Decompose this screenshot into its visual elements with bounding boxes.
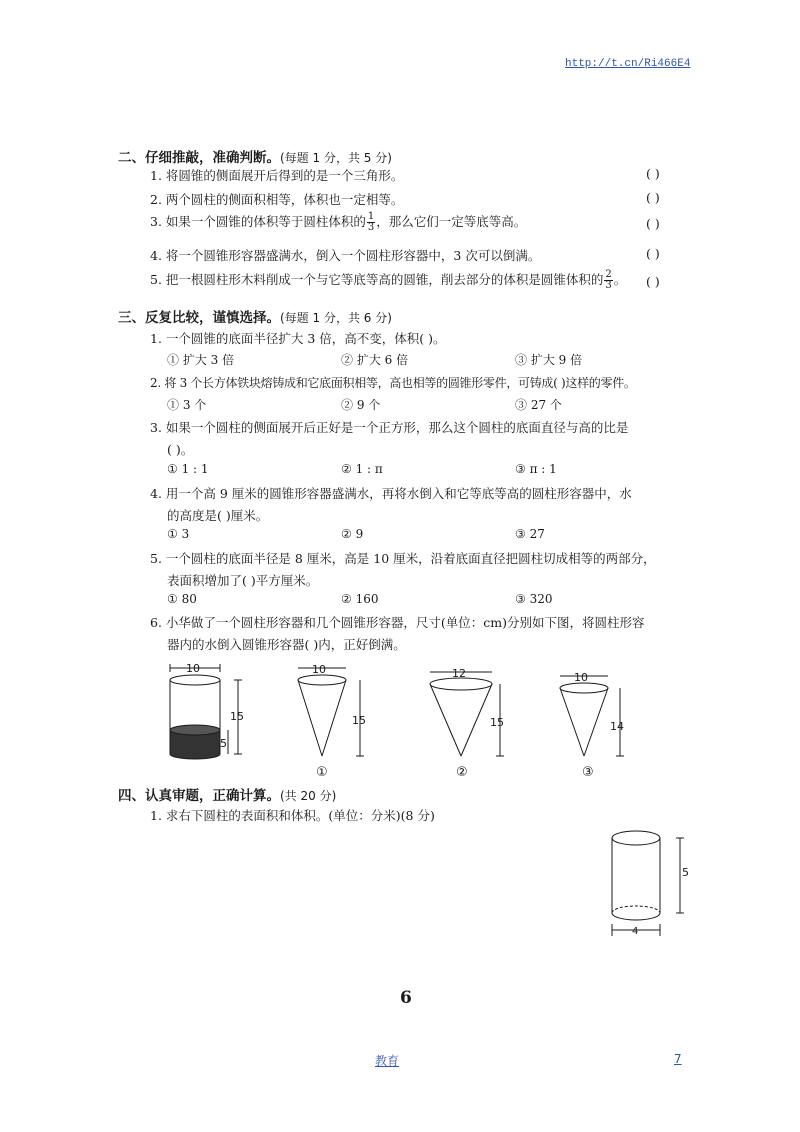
s3-q3-option-a[interactable]: ① 1 : 1	[167, 462, 209, 476]
s4-cylinder-figure	[600, 820, 700, 940]
section-3-note: (每题 1 分，共 6 分)	[280, 311, 392, 325]
fraction-denominator: 3	[605, 280, 612, 291]
s3-question-1: 1. 一个圆锥的底面半径扩大 3 倍，高不变，体积( )。	[150, 331, 446, 346]
s2-question-5	[150, 270, 626, 291]
s3-q4-option-c[interactable]: ③ 27	[515, 527, 545, 541]
s3-question-6-line2: 器内的水倒入圆锥形容器( )内，正好倒满。	[167, 637, 406, 652]
s2-q3-text-before: 3. 如果一个圆锥的体积等于圆柱体积的	[150, 214, 366, 229]
cylinder-bottom-front	[612, 913, 660, 920]
s3-q1-option-c[interactable]: ③ 扩大 9 倍	[515, 353, 583, 367]
cone-2-diameter-label: 12	[452, 667, 466, 680]
s3-q4-option-a[interactable]: ① 3	[167, 527, 190, 541]
cone-3-label: ③	[582, 765, 594, 780]
section-4-title: 四、认真审题，正确计算。	[118, 788, 280, 804]
cone-2-side	[430, 684, 461, 756]
s3-question-2: 2. 将 3 个长方体铁块熔铸成和它底面积相等，高也相等的圆锥形零件，可铸成( )这样的零件。	[150, 376, 636, 390]
cone-3-side	[560, 688, 584, 756]
fraction-numerator: 2	[605, 269, 612, 280]
source-link[interactable]: http://t.cn/Ri466E4	[565, 58, 691, 70]
s2-answer-box-4[interactable]: ( )	[646, 246, 660, 261]
cylinder-top-ellipse	[170, 675, 220, 685]
cone-1-side	[298, 680, 322, 756]
section-3-title: 三、反复比较，谨慎选择。	[118, 310, 280, 326]
s2-answer-box-1[interactable]: ( )	[646, 166, 660, 181]
cone-2-label: ②	[456, 765, 468, 780]
section-2-title: 二、仔细推敲，准确判断。	[118, 150, 280, 166]
cone-figure-2	[430, 667, 504, 780]
s3-question-3-line2: ( )。	[167, 442, 194, 457]
cone-1-side	[322, 680, 346, 756]
s3-question-4: 4. 用一个高 9 厘米的圆锥形容器盛满水，再将水倒入和它等底等高的圆柱形容器中，水	[150, 486, 632, 501]
fraction-denominator: 3	[367, 222, 375, 233]
cylinder-top-ellipse	[612, 831, 660, 845]
cone-1-top	[298, 675, 346, 685]
water-surface	[170, 725, 220, 735]
section-2-note: (每题 1 分，共 5 分)	[280, 151, 392, 165]
fraction-two-thirds	[604, 270, 612, 291]
cylinder-height-label: 15	[230, 710, 244, 723]
footer-link[interactable]: 教育	[375, 1054, 400, 1068]
s3-question-6: 6. 小华做了一个圆柱形容器和几个圆锥形容器，尺寸(单位：cm)分别如下图，将圆柱形容	[150, 615, 645, 630]
s3-q5-option-b[interactable]: ② 160	[341, 592, 379, 606]
s3-q1-option-b[interactable]: ② 扩大 6 倍	[341, 353, 409, 367]
s3-q1-option-a[interactable]: ① 扩大 3 倍	[167, 353, 235, 367]
s3-q3-option-b[interactable]: ② 1 : π	[341, 462, 383, 476]
s3-q5-option-c[interactable]: ③ 320	[515, 592, 553, 606]
cylinder-container-figure	[170, 662, 244, 759]
section-4-heading	[118, 784, 336, 804]
page-number: 6	[400, 988, 412, 1008]
s3-question-4-line2: 的高度是( )厘米。	[167, 508, 269, 523]
cylinder-diameter-label: 4	[632, 926, 639, 937]
cone-3-diameter-label: 10	[574, 671, 588, 684]
s3-q2-option-c[interactable]: ③ 27 个	[515, 398, 562, 412]
cone-3-side	[584, 688, 608, 756]
s2-q3-text-after: ，那么它们一定等底等高。	[376, 214, 527, 229]
cone-1-label: ①	[316, 765, 328, 780]
cone-1-diameter-label: 10	[312, 663, 326, 676]
s3-q5-option-a[interactable]: ① 80	[167, 592, 197, 606]
s2-question-4: 4. 将一个圆锥形容器盛满水，倒入一个圆柱形容器中，3 次可以倒满。	[150, 248, 541, 263]
s3-q4-option-b[interactable]: ② 9	[341, 527, 364, 541]
fraction-numerator: 1	[367, 211, 375, 222]
s3-q3-option-c[interactable]: ③ π : 1	[515, 462, 557, 476]
s2-question-1: 1. 将圆锥的侧面展开后得到的是一个三角形。	[150, 168, 404, 183]
cylinder-bottom-back	[612, 906, 660, 913]
s3-question-5: 5. 一个圆柱的底面半径是 8 厘米，高是 10 厘米，沿着底面直径把圆柱切成相等的两部分，	[150, 551, 656, 566]
s3-question-5-line2: 表面积增加了( )平方厘米。	[167, 573, 319, 588]
section-3-heading	[118, 306, 392, 326]
cylinder-height-label: 5	[682, 866, 689, 879]
section-4-note: (共 20 分)	[280, 789, 337, 803]
s2-q5-text-after: 。	[613, 272, 627, 287]
s3-q2-option-a[interactable]: ① 3 个	[167, 398, 207, 412]
s2-answer-box-5[interactable]: ( )	[646, 274, 660, 289]
cone-3-top	[560, 683, 608, 693]
s2-question-3	[150, 212, 526, 233]
s3-q2-option-b[interactable]: ② 9 个	[341, 398, 381, 412]
fraction-one-third	[367, 212, 375, 233]
cone-2-height-label: 15	[490, 716, 504, 729]
cylinder-diameter-label: 10	[186, 662, 200, 675]
s2-answer-box-2[interactable]: ( )	[646, 190, 660, 205]
cone-figure-1	[298, 663, 366, 780]
footer-page-link[interactable]: 7	[674, 1052, 682, 1066]
cone-3-height-label: 14	[610, 720, 624, 733]
s2-q5-text-before: 5. 把一根圆柱形木料削成一个与它等底等高的圆锥，削去部分的体积是圆锥体积的	[150, 272, 604, 287]
cone-figure-3	[560, 671, 624, 780]
cone-2-side	[461, 684, 492, 756]
s2-answer-box-3[interactable]: ( )	[646, 216, 660, 231]
section-2-heading	[118, 146, 392, 166]
s3-question-3: 3. 如果一个圆柱的侧面展开后正好是一个正方形，那么这个圆柱的底面直径与高的比是	[150, 420, 629, 435]
q6-figures	[150, 660, 720, 790]
water-height-label: 5	[220, 737, 227, 750]
s2-question-2: 2. 两个圆柱的侧面积相等，体积也一定相等。	[150, 192, 404, 207]
cone-1-height-label: 15	[352, 714, 366, 727]
s4-question-1: 1. 求右下圆柱的表面积和体积。(单位：分米)(8 分)	[150, 808, 435, 823]
